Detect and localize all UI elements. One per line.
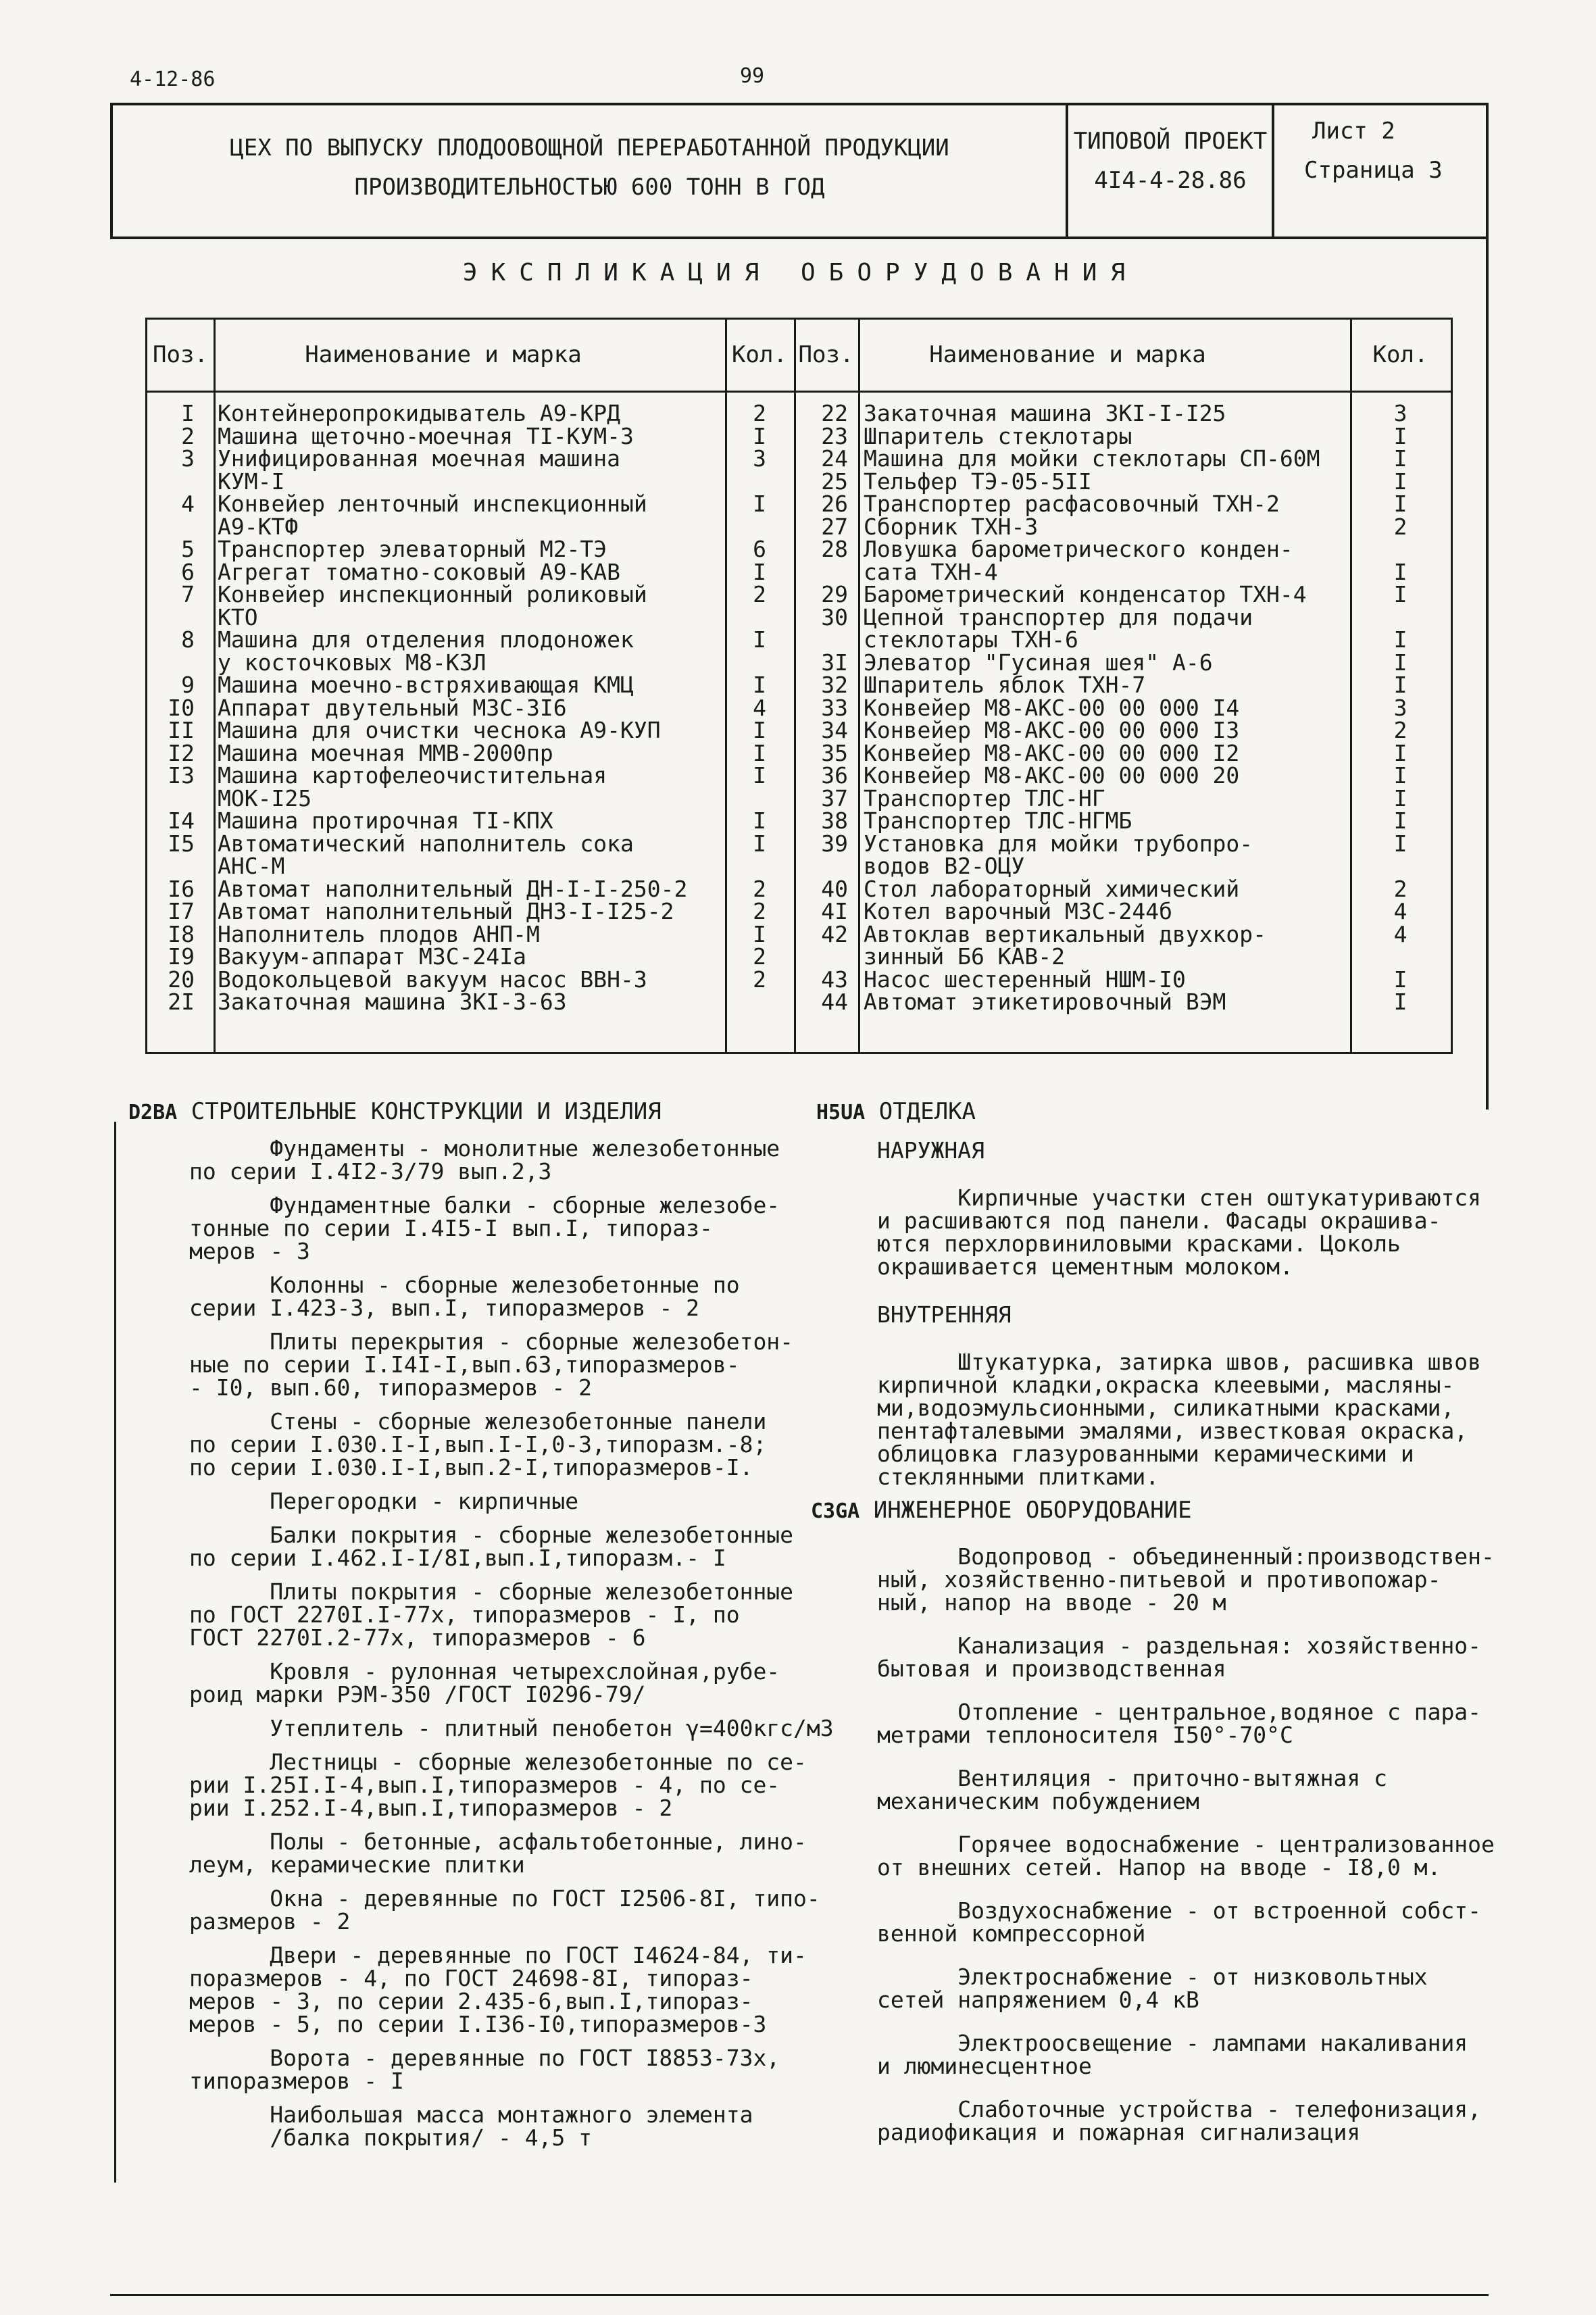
engineering-title: ИНЖЕНЕРНОЕ ОБОРУДОВАНИЕ xyxy=(873,1497,1192,1524)
explication-title: ЭКСПЛИКАЦИЯ ОБОРУДОВАНИЯ xyxy=(462,259,1139,287)
right-row-qty: I xyxy=(1393,762,1407,789)
left-row-name: Вакуум-аппарат МЗС-24Iа xyxy=(218,943,526,970)
left-row-qty: 2 xyxy=(753,875,766,902)
construction-paragraph: Плиты перекрытия - сборные железобетон- ные по серии I.I4I-I,вып.63,типоразмеров- - I0, вып.60, типоразмеров - 2 xyxy=(189,1328,794,1401)
right-row-qty: 3 xyxy=(1393,694,1407,721)
left-row-qty: 2 xyxy=(753,400,766,426)
right-row-qty: I xyxy=(1393,422,1407,449)
construction-paragraph: Колонны - сборные железобетонные по серии I.423-3, вып.I, типоразмеров - 2 xyxy=(189,1272,740,1321)
construction-paragraph: Перегородки - кирпичные xyxy=(189,1488,579,1514)
right-row-pos: 34 xyxy=(821,717,848,743)
engineering-heading xyxy=(811,1497,1485,1525)
right-row-qty: 4 xyxy=(1393,898,1407,924)
right-row-qty: I xyxy=(1393,785,1407,812)
right-row-name: стеклотары ТХН-6 xyxy=(864,626,1078,653)
right-row-name: Котел варочный МЗС-244б xyxy=(864,898,1172,924)
left-row-qty: 6 xyxy=(753,536,766,562)
page-number: 99 xyxy=(740,64,765,88)
left-row-name: А9-КТФ xyxy=(218,513,299,540)
construction-paragraph: Лестницы - сборные железобетонные по се- рии I.25I.I-4,вып.I,типоразмеров - 4, по се- рии I.252.I-4,вып.I,типоразмеров - 2 xyxy=(189,1749,807,1821)
right-row-name: Транспортер расфасовочный ТХН-2 xyxy=(864,491,1280,517)
right-row-name: сата ТХН-4 xyxy=(864,558,998,585)
right-row-pos: 28 xyxy=(821,536,848,562)
header-title xyxy=(115,128,1064,207)
right-row-qty: I xyxy=(1393,626,1407,653)
left-row-pos: I4 xyxy=(168,807,195,834)
col-line-4 xyxy=(858,320,860,1052)
right-row-name: Шпаритель яблок ТХН-7 xyxy=(864,672,1146,698)
left-row-pos: 20 xyxy=(168,966,195,993)
engineering-paragraphs xyxy=(877,1543,1495,2145)
left-row-name: МОК-I25 xyxy=(218,785,312,812)
right-row-pos: 35 xyxy=(821,739,848,766)
right-row-name: Ловушка барометрического конден- xyxy=(864,536,1293,562)
right-row-name: Установка для мойки трубопро- xyxy=(864,830,1253,857)
right-row-qty: 2 xyxy=(1393,513,1407,540)
right-row-pos: 22 xyxy=(821,400,848,426)
right-row-qty: I xyxy=(1393,672,1407,698)
construction-title: СТРОИТЕЛЬНЫЕ КОНСТРУКЦИИ И ИЗДЕЛИЯ xyxy=(191,1098,662,1125)
right-row-pos: 30 xyxy=(821,603,848,630)
left-row-pos: 8 xyxy=(181,626,195,653)
left-row-qty: 2 xyxy=(753,898,766,924)
left-row-pos: 2 xyxy=(181,422,195,449)
left-row-name: Транспортер элеваторный М2-ТЭ xyxy=(218,536,607,562)
title-line-2: ПРОИЗВОДИТЕЛЬНОСТЬЮ 600 ТОНН В ГОД xyxy=(354,174,825,201)
right-row-name: Конвейер М8-АКС-00 00 000 20 xyxy=(864,762,1240,789)
left-row-qty: 2 xyxy=(753,581,766,607)
left-row-name: Автоматический наполнитель сока xyxy=(218,830,634,857)
engineering-paragraph: Отопление - центральное,водяное с пара- метрами теплоносителя I50°-70°С xyxy=(877,1699,1482,1748)
right-row-pos: 37 xyxy=(821,785,848,812)
right-row-pos: 36 xyxy=(821,762,848,789)
engineering-paragraph: Вентиляция - приточно-вытяжная с механическим побуждением xyxy=(877,1765,1387,1814)
left-row-pos: I0 xyxy=(168,694,195,721)
left-row-pos: 6 xyxy=(181,558,195,585)
frame-left-lower xyxy=(114,1122,116,2183)
construction-paragraphs xyxy=(189,1135,834,2151)
right-row-pos: 29 xyxy=(821,581,848,607)
right-row-name: Насос шестеренный НШМ-I0 xyxy=(864,966,1186,993)
left-row-qty: I xyxy=(753,558,766,585)
left-row-name: Машина для отделения плодоножек xyxy=(218,626,634,653)
right-row-pos: 24 xyxy=(821,445,848,472)
sheet-label: Лист 2 xyxy=(1312,118,1395,145)
left-row-name: Наполнитель плодов АНП-М xyxy=(218,920,540,947)
right-row-name: Сборник ТХН-3 xyxy=(864,513,1039,540)
construction-paragraph: Утеплитель - плитный пенобетон γ=400кгс/м3 xyxy=(189,1715,834,1741)
header-name-right: Наименование и марка xyxy=(929,341,1206,368)
right-row-pos: 43 xyxy=(821,966,848,993)
right-row-qty: I xyxy=(1393,966,1407,993)
header-qty-left: Кол. xyxy=(732,341,787,368)
right-row-qty: I xyxy=(1393,581,1407,607)
frame-right-line xyxy=(1486,103,1489,1110)
left-row-pos: 2I xyxy=(168,989,195,1015)
construction-section xyxy=(128,1098,834,2151)
right-row-name: Цепной транспортер для подачи xyxy=(864,603,1253,630)
project-label: ТИПОВОЙ ПРОЕКТ xyxy=(1073,128,1268,155)
header-qty-right: Кол. xyxy=(1372,341,1428,368)
right-row-pos: 26 xyxy=(821,491,848,517)
left-row-name: КТО xyxy=(218,603,258,630)
construction-paragraph: Балки покрытия - сборные железобетонные по серии I.462.I-I/8I,вып.I,типоразм.- I xyxy=(189,1522,794,1571)
finish-section xyxy=(816,1098,1485,1489)
left-row-qty: 3 xyxy=(753,445,766,472)
finish-title: ОТДЕЛКА xyxy=(878,1098,976,1125)
right-row-pos: 27 xyxy=(821,513,848,540)
right-row-name: Конвейер М8-АКС-00 00 000 I2 xyxy=(864,739,1240,766)
construction-paragraph: Наибольшая масса монтажного элемента /балка покрытия/ - 4,5 т xyxy=(270,2101,753,2151)
left-row-pos: I3 xyxy=(168,762,195,789)
left-row-pos: I9 xyxy=(168,943,195,970)
right-row-qty: I xyxy=(1393,739,1407,766)
right-row-pos: 38 xyxy=(821,807,848,834)
left-row-pos: 4 xyxy=(181,491,195,517)
construction-paragraph: Ворота - деревянные по ГОСТ I8853-73х, типоразмеров - I xyxy=(189,2045,780,2094)
document-code: 4-12-86 xyxy=(130,68,216,91)
left-row-qty: I xyxy=(753,739,766,766)
right-row-qty: I xyxy=(1393,558,1407,585)
construction-paragraph: Двери - деревянные по ГОСТ I4624-84, ти- поразмеров - 4, по ГОСТ 24698-8I, типораз- меров - 3, по серии 2.435-6,вып.I,типораз- меров - 5, по серии I.I36-I0,типоразмеров-3 xyxy=(189,1942,807,2037)
left-row-name: Машина моечная ММВ-2000пр xyxy=(218,739,553,766)
left-row-name: Агрегат томатно-соковый А9-КАВ xyxy=(218,558,621,585)
right-row-pos: 23 xyxy=(821,422,848,449)
project-number: 4I4-4-28.86 xyxy=(1094,167,1247,194)
sheet-block xyxy=(1275,111,1486,190)
construction-paragraph: Кровля - рулонная четырехслойная,рубе- роид марки РЭМ-350 /ГОСТ I0296-79/ xyxy=(189,1658,780,1708)
right-row-qty: I xyxy=(1393,491,1407,517)
left-row-name: Машина для очистки чеснока А9-КУП xyxy=(218,717,661,743)
frame-left-line xyxy=(110,103,113,238)
left-row-qty: I xyxy=(753,491,766,517)
table-header-line xyxy=(147,391,1451,393)
left-row-name: Конвейер инспекционный роликовый xyxy=(218,581,647,607)
engineering-paragraph: Канализация - раздельная: хозяйственно- бытовая и производственная xyxy=(877,1633,1482,1682)
engineering-paragraph: Водопровод - объединенный:производствен- ный, хозяйственно-питьевой и противопожар- ный, напор на вводе - 20 м xyxy=(877,1543,1495,1616)
right-row-qty: 3 xyxy=(1393,400,1407,426)
right-row-name: Закаточная машина ЗКI-I-I25 xyxy=(864,400,1226,426)
left-row-pos: I7 xyxy=(168,898,195,924)
left-row-pos: 5 xyxy=(181,536,195,562)
left-row-name: Машина моечно-встряхивающая КМЦ xyxy=(218,672,634,698)
right-row-pos: 25 xyxy=(821,468,848,495)
left-row-pos: I6 xyxy=(168,875,195,902)
right-row-pos: 32 xyxy=(821,672,848,698)
header-pos-right: Поз. xyxy=(798,341,854,368)
frame-top-line xyxy=(110,103,1489,105)
left-row-qty: 2 xyxy=(753,943,766,970)
left-row-name: Конвейер ленточный инспекционный xyxy=(218,491,647,517)
left-row-pos: 9 xyxy=(181,672,195,698)
right-row-qty: 2 xyxy=(1393,717,1407,743)
right-row-pos: 4I xyxy=(821,898,848,924)
right-row-name: Автоклав вертикальный двухкор- xyxy=(864,920,1267,947)
left-row-name: Автомат наполнительный ДН-I-I-250-2 xyxy=(218,875,688,902)
left-row-name: Машина щеточно-моечная ТI-КУМ-3 xyxy=(218,422,634,449)
right-row-pos: 3I xyxy=(821,649,848,676)
left-row-qty: I xyxy=(753,830,766,857)
right-row-name: Автомат этикетировочный ВЭМ xyxy=(864,989,1226,1015)
construction-paragraph: Плиты покрытия - сборные железобетонные по ГОСТ 2270I.I-77х, типоразмеров - I, по ГОСТ 2270I.2-77х, типоразмеров - 6 xyxy=(189,1578,794,1651)
right-row-name: водов В2-ОЦУ xyxy=(864,853,1025,879)
finish-code: H5UA xyxy=(816,1101,866,1124)
right-row-qty: 4 xyxy=(1393,920,1407,947)
left-row-pos: I xyxy=(181,400,195,426)
left-row-name: Машина протирочная ТI-КПХ xyxy=(218,807,553,834)
left-row-pos: I2 xyxy=(168,739,195,766)
left-row-name: Аппарат двутельный МЗС-3I6 xyxy=(218,694,567,721)
right-row-name: Транспортер ТЛС-НГМБ xyxy=(864,807,1132,834)
construction-paragraph: Фундаментные балки - сборные железобе- тонные по серии I.4I5-I вып.I, типораз- меров - 3 xyxy=(189,1192,780,1264)
left-row-qty: I xyxy=(753,422,766,449)
engineering-paragraph: Электроснабжение - от низковольтных сетей напряжением 0,4 кВ xyxy=(877,1964,1428,2013)
right-row-name: Элеватор "Гусиная шея" А-6 xyxy=(864,649,1213,676)
right-row-name: Конвейер М8-АКС-00 00 000 I3 xyxy=(864,717,1240,743)
right-row-qty: I xyxy=(1393,649,1407,676)
right-row-name: зинный Б6 КАВ-2 xyxy=(864,943,1066,970)
finish-outer-title: НАРУЖНАЯ xyxy=(877,1137,984,1164)
page-label: Страница 3 xyxy=(1304,157,1443,184)
construction-paragraph: Фундаменты - монолитные железобетонные по серии I.4I2-3/79 вып.2,3 xyxy=(189,1135,780,1185)
engineering-paragraph: Электроосвещение - лампами накаливания и люминесцентное xyxy=(877,2030,1468,2079)
left-row-name: Контейнеропрокидыватель А9-КРД xyxy=(218,400,621,426)
left-row-qty: I xyxy=(753,672,766,698)
right-row-qty: I xyxy=(1393,830,1407,857)
left-row-pos: I5 xyxy=(168,830,195,857)
engineering-section xyxy=(811,1497,1495,2145)
right-row-name: Стол лабораторный химический xyxy=(864,875,1240,902)
construction-paragraph: Стены - сборные железобетонные панели по серии I.030.I-I,вып.I-I,0-3,типоразм.-8; по серии I.030.I-I,вып.2-I,типоразмеров-I. xyxy=(189,1408,767,1480)
engineering-paragraph: Горячее водоснабжение - централизованное от внешних сетей. Напор на вводе - I8,0 м. xyxy=(877,1831,1495,1881)
title-line-1: ЦЕХ ПО ВЫПУСКУ ПЛОДООВОЩНОЙ ПЕРЕРАБОТАННОЙ ПРОДУКЦИИ xyxy=(230,134,949,161)
header-pos-left: Поз. xyxy=(153,341,208,368)
left-row-qty: I xyxy=(753,717,766,743)
left-row-qty: I xyxy=(753,807,766,834)
col-line-1 xyxy=(214,320,216,1052)
left-row-pos: 7 xyxy=(181,581,195,607)
right-row-name: Шпаритель стеклотары xyxy=(864,422,1132,449)
right-row-pos: 42 xyxy=(821,920,848,947)
left-row-qty: 2 xyxy=(753,966,766,993)
right-row-qty: I xyxy=(1393,445,1407,472)
right-row-name: Конвейер М8-АКС-00 00 000 I4 xyxy=(864,694,1240,721)
left-row-pos: I8 xyxy=(168,920,195,947)
right-row-qty: I xyxy=(1393,468,1407,495)
left-row-name: у косточковых М8-КЗЛ xyxy=(218,649,487,676)
right-row-name: Барометрический конденсатор ТХН-4 xyxy=(864,581,1307,607)
left-row-name: Машина картофелеочистительная xyxy=(218,762,607,789)
finish-inner-title: ВНУТРЕННЯЯ xyxy=(877,1301,1012,1328)
header-divider-1 xyxy=(1066,103,1068,238)
right-row-name: Машина для мойки стеклотары СП-60М xyxy=(864,445,1320,472)
left-row-qty: 4 xyxy=(753,694,766,721)
construction-heading xyxy=(128,1098,831,1126)
right-row-name: Транспортер ТЛС-НГ xyxy=(864,785,1105,812)
right-row-pos: 40 xyxy=(821,875,848,902)
left-row-qty: I xyxy=(753,762,766,789)
left-row-qty: I xyxy=(753,920,766,947)
engineering-code: C3GA xyxy=(811,1499,860,1523)
left-row-name: Водокольцевой вакуум насос ВВН-3 xyxy=(218,966,647,993)
finish-outer-text: Кирпичные участки стен оштукатуриваются и расшиваются под панели. Фасады окрашива- ются перхлорвиниловыми красками. Цоколь окрашивается цементным молоком. xyxy=(877,1185,1482,1280)
equipment-table xyxy=(145,318,1453,1054)
left-row-pos: 3 xyxy=(181,445,195,472)
right-row-qty: I xyxy=(1393,989,1407,1015)
right-row-qty: 2 xyxy=(1393,875,1407,902)
project-block xyxy=(1069,122,1272,200)
left-row-name: Автомат наполнительный ДНЗ-I-I25-2 xyxy=(218,898,674,924)
left-row-name: АНС-М xyxy=(218,853,285,879)
engineering-paragraph: Воздухоснабжение - от встроенной собст- венной компрессорной xyxy=(877,1897,1482,1947)
header-divider-2 xyxy=(1272,103,1274,238)
left-row-name: КУМ-I xyxy=(218,468,285,495)
header-bottom-line xyxy=(110,237,1489,239)
engineering-paragraph: Слаботочные устройства - телефонизация, радиофикация и пожарная сигнализация xyxy=(877,2096,1482,2145)
header-name-left: Наименование и марка xyxy=(305,341,582,368)
right-row-pos: 33 xyxy=(821,694,848,721)
left-row-name: Закаточная машина ЗКI-3-63 xyxy=(218,989,567,1015)
left-row-qty: I xyxy=(753,626,766,653)
construction-paragraph: Полы - бетонные, асфальтобетонные, лино- леум, керамические плитки xyxy=(189,1828,807,1878)
finish-inner-text: Штукатурка, затирка швов, расшивка швов кирпичной кладки,окраска клеевыми, масляны- ми,водоэмульсионными, силикатными красками, пентафталевыми эмалями, известковая окраска, облицовка глазурованными керамическими и стеклянными плитками. xyxy=(877,1349,1482,1490)
construction-code: D2BA xyxy=(128,1101,178,1124)
left-row-name: Унифицированная моечная машина xyxy=(218,445,621,472)
left-row-pos: II xyxy=(168,717,195,743)
right-row-qty: I xyxy=(1393,807,1407,834)
right-row-pos: 39 xyxy=(821,830,848,857)
right-row-pos: 44 xyxy=(821,989,848,1015)
finish-heading xyxy=(816,1098,1485,1126)
frame-bottom-line xyxy=(110,2294,1489,2296)
construction-paragraph: Окна - деревянные по ГОСТ I2506-8I, типо- размеров - 2 xyxy=(189,1885,820,1935)
right-row-name: Тельфер ТЭ-05-5II xyxy=(864,468,1092,495)
